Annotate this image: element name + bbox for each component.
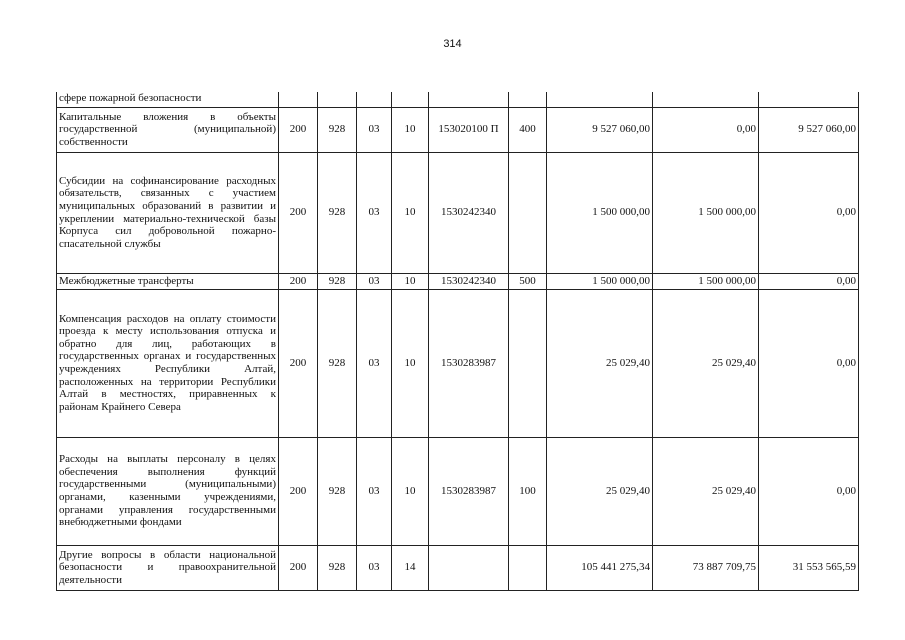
row-subsection: 10 xyxy=(392,437,429,545)
row-expense-type: 400 xyxy=(509,107,547,152)
row-description: Межбюджетные трансферты xyxy=(57,273,279,289)
row-ministry-code: 928 xyxy=(318,545,357,590)
row-target-article: 1530283987 xyxy=(429,437,509,545)
row-section: 03 xyxy=(357,152,392,273)
row-sum-regional: 0,00 xyxy=(759,273,859,289)
row-sum-federal: 25 029,40 xyxy=(653,289,759,437)
table-row xyxy=(57,107,859,152)
row-sum-regional: 31 553 565,59 xyxy=(759,545,859,590)
row-subsection xyxy=(392,92,429,107)
row-subsection: 10 xyxy=(392,289,429,437)
row-sum-federal: 25 029,40 xyxy=(653,437,759,545)
row-target-article: 1530242340 xyxy=(429,273,509,289)
row-section: 03 xyxy=(357,107,392,152)
row-sum-total xyxy=(547,92,653,107)
row-section: 03 xyxy=(357,289,392,437)
row-expense-type xyxy=(509,545,547,590)
table-row xyxy=(57,437,859,545)
row-expense-type xyxy=(509,92,547,107)
row-sum-federal: 0,00 xyxy=(653,107,759,152)
row-sum-total: 25 029,40 xyxy=(547,289,653,437)
row-subsection: 10 xyxy=(392,273,429,289)
page-number: 314 xyxy=(443,38,462,50)
row-sum-total: 1 500 000,00 xyxy=(547,273,653,289)
row-description: Расходы на выплаты персоналу в целях обеспечения выполнения функций государственными (муниципальными) органами, казенными учреждениями, органами управления государственными внебюджетными фондами xyxy=(57,437,279,545)
row-admin-code: 200 xyxy=(279,273,318,289)
row-description: Компенсация расходов на оплату стоимости проезда к месту использования отпуска и обратно для лиц, работающих в государственных органах и государственных учреждениях Республики Алтай, расположенных на территории Республики Алтай в местностях, приравненных к районам Крайнего Севера xyxy=(57,289,279,437)
row-section: 03 xyxy=(357,273,392,289)
row-sum-regional: 0,00 xyxy=(759,437,859,545)
row-sum-regional: 0,00 xyxy=(759,289,859,437)
row-description: Другие вопросы в области национальной безопасности и правоохранительной деятельности xyxy=(57,545,279,590)
row-ministry-code xyxy=(318,92,357,107)
row-sum-regional: 0,00 xyxy=(759,152,859,273)
row-description: Субсидии на софинансирование расходных обязательств, связанных с участием муниципальных образований в развитии и укреплении материально-технической базы Корпуса сил добровольной пожарно-спасательной службы xyxy=(57,152,279,273)
table-row xyxy=(57,92,859,107)
row-sum-total: 105 441 275,34 xyxy=(547,545,653,590)
budget-table xyxy=(56,92,859,591)
row-sum-federal: 1 500 000,00 xyxy=(653,152,759,273)
table-row xyxy=(57,545,859,590)
table-row xyxy=(57,152,859,273)
row-description: Капитальные вложения в объекты государственной (муниципальной) собственности xyxy=(57,107,279,152)
row-sum-federal: 73 887 709,75 xyxy=(653,545,759,590)
row-sum-federal xyxy=(653,92,759,107)
row-ministry-code: 928 xyxy=(318,273,357,289)
row-sum-federal: 1 500 000,00 xyxy=(653,273,759,289)
row-target-article: 1530283987 xyxy=(429,289,509,437)
row-subsection: 14 xyxy=(392,545,429,590)
row-admin-code: 200 xyxy=(279,289,318,437)
row-target-article: 153020100 П xyxy=(429,107,509,152)
row-expense-type: 100 xyxy=(509,437,547,545)
row-sum-regional xyxy=(759,92,859,107)
row-subsection: 10 xyxy=(392,152,429,273)
row-sum-regional: 9 527 060,00 xyxy=(759,107,859,152)
row-ministry-code: 928 xyxy=(318,152,357,273)
row-admin-code: 200 xyxy=(279,107,318,152)
table-row xyxy=(57,273,859,289)
row-ministry-code: 928 xyxy=(318,107,357,152)
row-sum-total: 25 029,40 xyxy=(547,437,653,545)
row-expense-type xyxy=(509,152,547,273)
row-expense-type xyxy=(509,289,547,437)
row-sum-total: 1 500 000,00 xyxy=(547,152,653,273)
row-target-article xyxy=(429,92,509,107)
row-admin-code xyxy=(279,92,318,107)
row-expense-type: 500 xyxy=(509,273,547,289)
row-target-article: 1530242340 xyxy=(429,152,509,273)
row-admin-code: 200 xyxy=(279,437,318,545)
row-section: 03 xyxy=(357,437,392,545)
row-admin-code: 200 xyxy=(279,152,318,273)
row-description: сфере пожарной безопасности xyxy=(57,92,279,107)
table-row xyxy=(57,289,859,437)
row-sum-total: 9 527 060,00 xyxy=(547,107,653,152)
row-ministry-code: 928 xyxy=(318,437,357,545)
row-subsection: 10 xyxy=(392,107,429,152)
row-section: 03 xyxy=(357,545,392,590)
row-ministry-code: 928 xyxy=(318,289,357,437)
row-admin-code: 200 xyxy=(279,545,318,590)
row-section xyxy=(357,92,392,107)
row-target-article xyxy=(429,545,509,590)
